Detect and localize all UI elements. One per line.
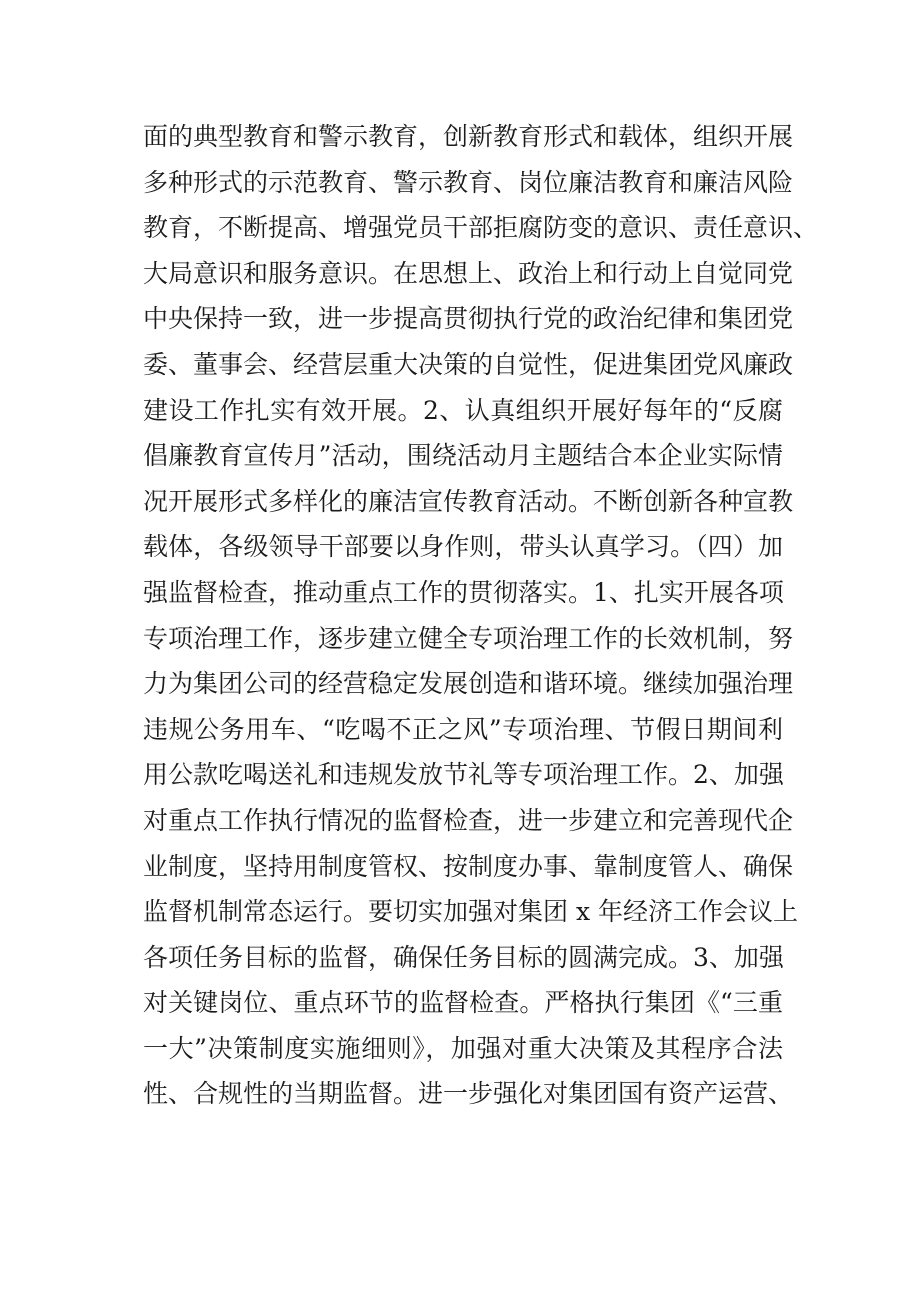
text-line: 对关键岗位、重点环节的监督检查。严格执行集团《“三重 [143, 988, 783, 1018]
text-line: 大局意识和服务意识。在思想上、政治上和行动上自觉同党 [143, 258, 794, 288]
text-line: 用公款吃喝送礼和违规发放节礼等专项治理工作。2、加强 [143, 760, 784, 790]
text-line: 载体，各级领导干部要以身作则，带头认真学习。（四）加 [143, 532, 783, 562]
text-line: 监督机制常态运行。要切实加强对集团 x 年经济工作会议上 [143, 897, 798, 927]
text-line: 中央保持一致，进一步提高贯彻执行党的政治纪律和集团党 [143, 304, 794, 334]
text-line: 性、合规性的当期监督。进一步强化对集团国有资产运营、 [143, 1079, 794, 1109]
text-line: 况开展形式多样化的廉洁宣传教育活动。不断创新各种宣教 [143, 486, 794, 516]
text-line: 力为集团公司的经营稳定发展创造和谐环境。继续加强治理 [143, 669, 794, 699]
text-line: 强监督检查，推动重点工作的贯彻落实。1、扎实开展各项 [143, 577, 784, 607]
text-line: 多种形式的示范教育、警示教育、岗位廉洁教育和廉洁风险 [143, 167, 794, 197]
text-line: 倡廉教育宣传月”活动，围绕活动月主题结合本企业实际情 [143, 441, 783, 471]
text-line: 一大”决策制度实施细则》，加强对重大决策及其程序合法 [143, 1033, 783, 1063]
text-line: 面的典型教育和警示教育，创新教育形式和载体，组织开展 [143, 122, 794, 151]
text-line: 违规公务用车、“吃喝不正之风”专项治理、节假日期间利 [143, 714, 783, 744]
text-line: 业制度，坚持用制度管权、按制度办事、靠制度管人、确保 [143, 851, 794, 881]
text-line: 教育，不断提高、增强党员干部拒腐防变的意识、责任意识、 [143, 213, 819, 243]
body-text [143, 114, 819, 1117]
text-line: 委、董事会、经营层重大决策的自觉性，促进集团党风廉政 [143, 349, 794, 379]
text-line: 对重点工作执行情况的监督检查，进一步建立和完善现代企 [143, 805, 794, 835]
text-line: 各项任务目标的监督，确保任务目标的圆满完成。3、加强 [143, 942, 784, 972]
text-line: 专项治理工作，逐步建立健全专项治理工作的长效机制，努 [143, 623, 794, 653]
text-line: 建设工作扎实有效开展。2、认真组织开展好每年的“反腐 [143, 395, 783, 425]
